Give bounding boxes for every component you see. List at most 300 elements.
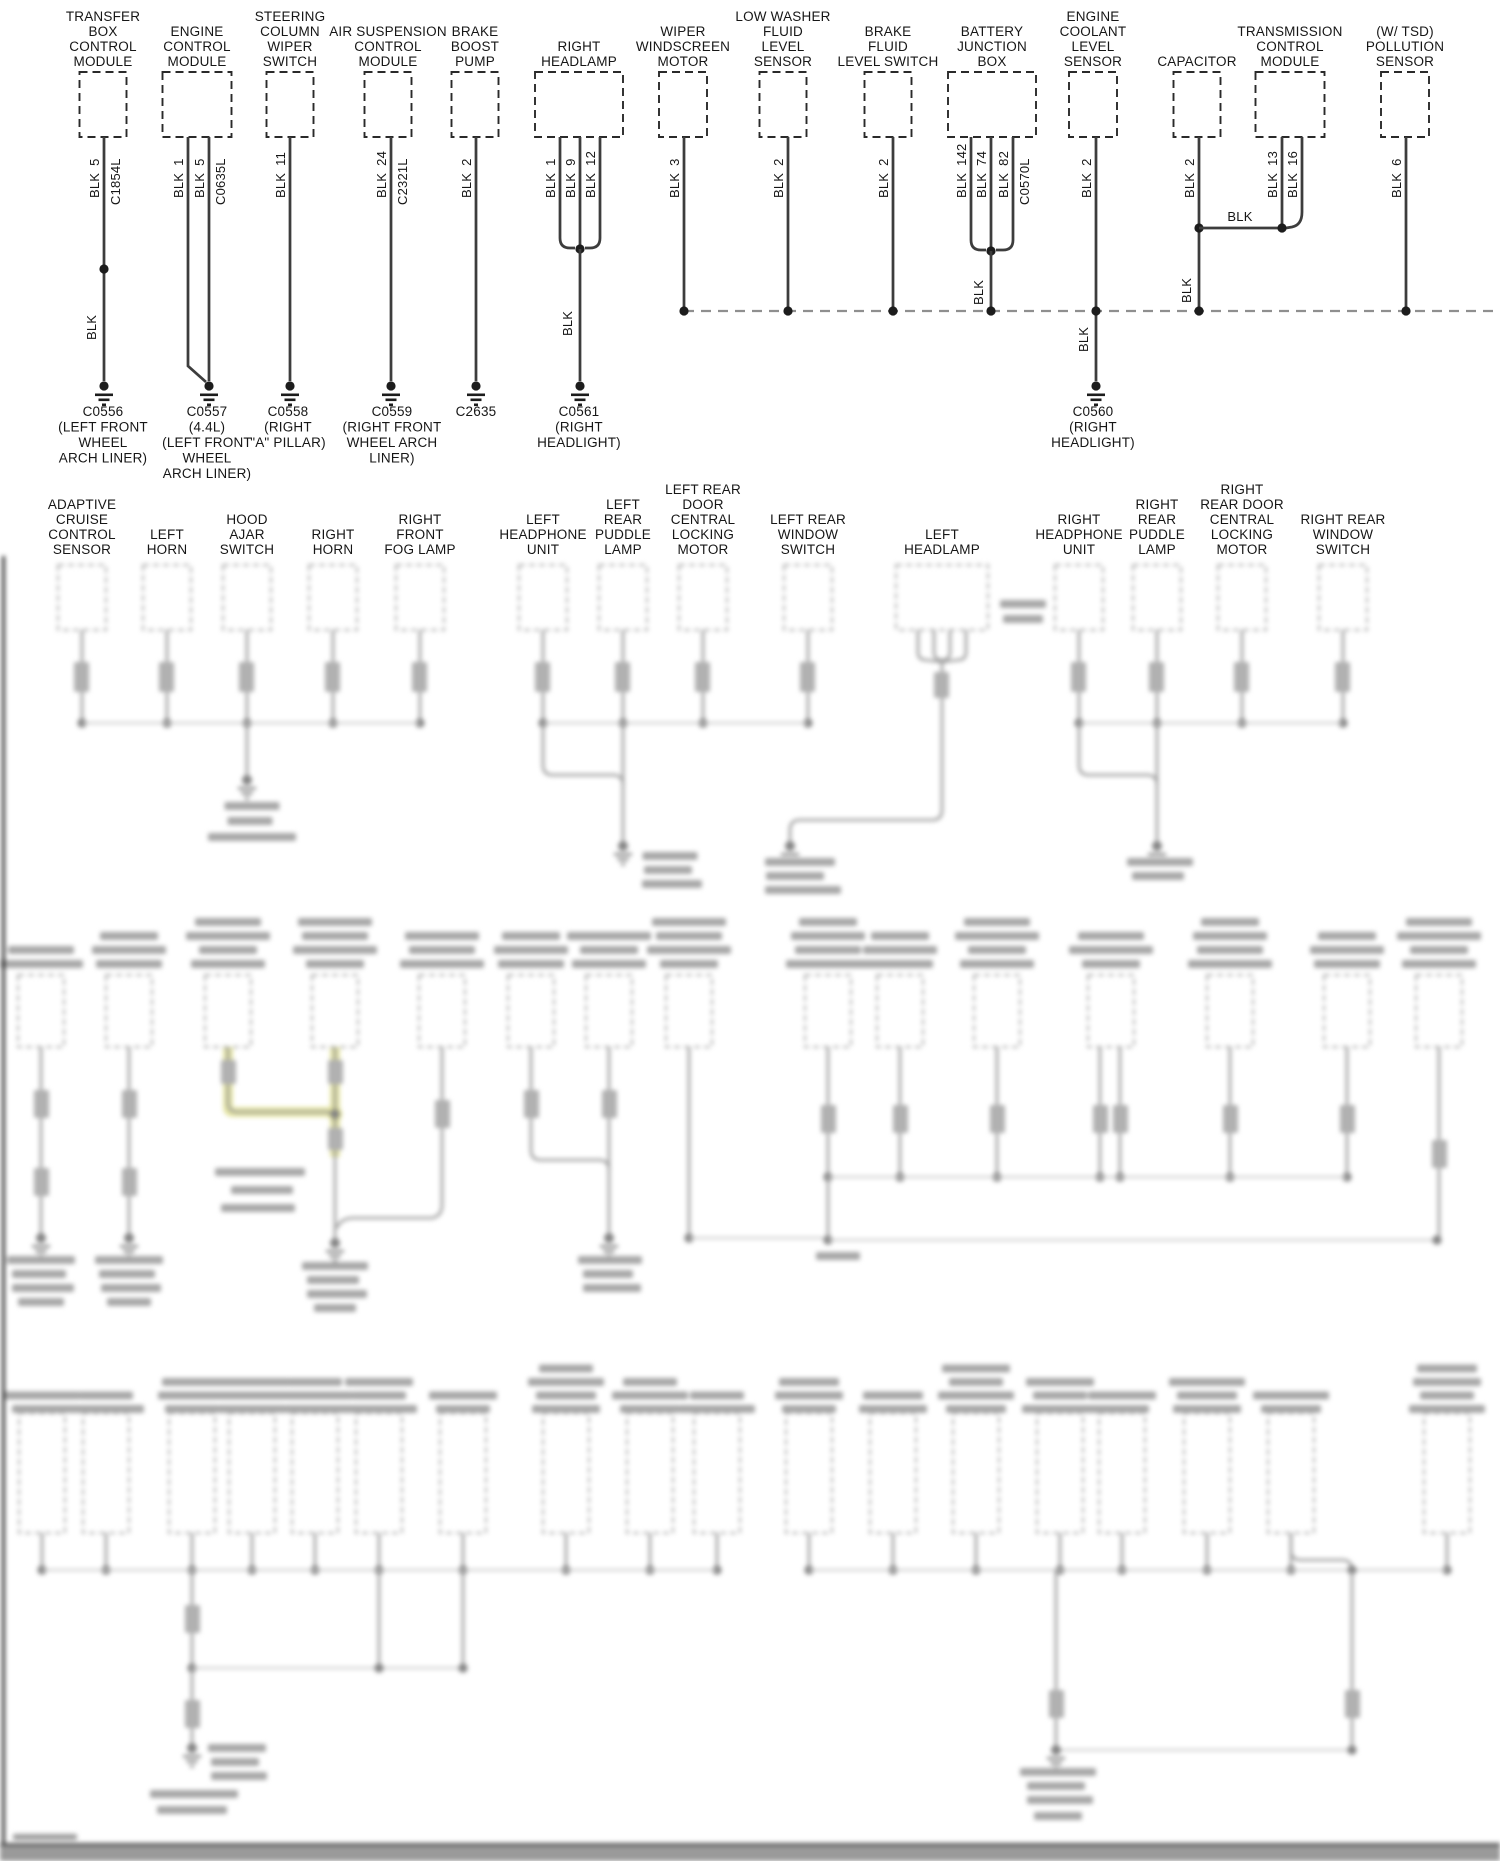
blurred-text-line: [766, 872, 824, 880]
blurred-text-line: [583, 1284, 641, 1292]
wire-color-label: BLK: [971, 279, 986, 305]
wire-color-label: BLK: [84, 314, 99, 340]
blurred-text-line: [100, 932, 158, 940]
blurred-text-line: [288, 1378, 342, 1386]
blurred-box: [19, 1413, 65, 1533]
blurred-box: [223, 565, 271, 630]
ground-symbol: [467, 381, 485, 406]
blurred-wire-label-blob: [602, 1090, 617, 1118]
component-label-line: JUNCTION: [957, 39, 1027, 54]
blurred-wire-label-blob: [435, 1100, 450, 1128]
blurred-wire-label-blob: [1223, 1105, 1238, 1133]
blurred-box: [784, 565, 832, 630]
blurred-text-line: [285, 1405, 345, 1413]
ground-id-label-line: HEADLIGHT): [537, 435, 621, 450]
component-label-line: AJAR: [229, 527, 265, 542]
component-label-line: LEFT: [150, 527, 184, 542]
blurred-text-line: [642, 880, 702, 888]
blurred-text-line: [68, 1405, 144, 1413]
wire-color-label: BLK: [1076, 326, 1091, 352]
blurred-ground-bar: [190, 1765, 194, 1768]
wire-pin-label: BLK1: [543, 158, 558, 198]
component-engine-coolant-level-sensor: [1051, 9, 1135, 450]
blurred-ground-dot: [1152, 841, 1162, 851]
blurred-ground-dot: [618, 841, 628, 851]
blurred-text-line: [1197, 946, 1263, 954]
blurred-text-line: [1033, 1392, 1087, 1400]
component-box: [1069, 72, 1117, 137]
blurred-text-line: [656, 932, 722, 940]
blurred-text-line: [99, 1270, 155, 1278]
blurred-text-line: [12, 1284, 74, 1292]
component-box: [163, 72, 232, 137]
component-label-line: SENSOR: [1063, 54, 1123, 69]
ground-symbol: [95, 381, 113, 406]
blurred-ground-dot: [330, 1238, 340, 1248]
component-label-line: CONTROL: [1256, 39, 1324, 54]
blurred-ground-bar: [621, 863, 625, 866]
ground-dot: [1091, 381, 1100, 390]
blurred-ground-dot: [187, 1743, 197, 1753]
blurred-text-line: [1169, 1378, 1245, 1386]
blurred-wire-label-blob: [185, 1605, 200, 1633]
blurred-wire-label-blob: [1149, 662, 1164, 692]
blurred-box: [419, 975, 465, 1047]
blurred-wire: [543, 723, 623, 785]
component-box: [865, 72, 912, 137]
component-transfer-box-control-module: [58, 9, 148, 466]
blurred-text-line: [165, 1405, 219, 1413]
blurred-box: [440, 1413, 486, 1533]
blurred-text-line: [786, 960, 870, 968]
component-label-line: LEFT: [526, 512, 560, 527]
blurred-wire-label-blob: [535, 662, 550, 692]
blurred-text-line: [8, 946, 74, 954]
blurred-box: [1037, 1413, 1083, 1533]
label-left-headphone-unit: [499, 512, 586, 557]
component-steering-column-wiper-switch: [250, 9, 326, 450]
component-label-line: MOTOR: [657, 54, 709, 69]
label-left-rear-door-central-locking-motor: [665, 482, 741, 557]
blurred-ground-dot: [242, 775, 252, 785]
blurred-text-line: [644, 866, 692, 874]
ground-id-label-line: (4.4L): [188, 419, 226, 435]
blurred-text-line: [1402, 960, 1476, 968]
blurred-box: [679, 565, 727, 630]
blurred-box: [543, 1413, 589, 1533]
blurred-box: [1055, 565, 1103, 630]
blurred-ground-bar: [604, 1250, 615, 1253]
blurred-box: [1268, 1413, 1314, 1533]
ground-bar: [285, 399, 296, 402]
blurred-wire-label-blob: [800, 662, 815, 692]
blurred-wire: [531, 1047, 609, 1170]
blurred-text-line: [1310, 946, 1384, 954]
blurred-box: [1184, 1413, 1230, 1533]
blurred-text-line: [502, 932, 560, 940]
component-label-line: LOW WASHER: [735, 9, 831, 24]
wire-pin-label: BLK142: [954, 143, 969, 198]
component-box: [452, 72, 499, 137]
component-label-line: FLUID: [762, 24, 804, 39]
component-right-headlamp: [535, 39, 623, 450]
blurred-text-line: [1078, 932, 1144, 940]
blurred-text-line: [306, 960, 364, 968]
component-label-line: SENSOR: [753, 54, 813, 69]
component-label-line: FOG LAMP: [384, 542, 456, 557]
wire-connector-label: C2321L: [395, 158, 410, 205]
ground-symbol: [382, 381, 400, 406]
component-label-line: HEADPHONE: [499, 527, 587, 542]
capacitor-tcm-link: [1199, 209, 1287, 233]
wire-pin-label: BLK9: [563, 158, 578, 198]
blurred-text-line: [158, 1392, 226, 1400]
component-label-line: UNIT: [526, 542, 560, 557]
blurred-text-line: [580, 946, 638, 954]
blurred-text-line: [218, 1405, 286, 1413]
blurred-ground-bar: [618, 858, 629, 861]
component-label-line: BRAKE: [864, 24, 912, 39]
ground-dot: [285, 381, 294, 390]
blurred-text-line: [1188, 960, 1272, 968]
blurred-box: [169, 1413, 215, 1533]
component-label-line: LEFT: [925, 527, 959, 542]
label-left-horn: [147, 527, 188, 557]
blurred-diagram-continuation: [0, 556, 1500, 1861]
blurred-box: [1424, 1413, 1470, 1533]
component-label-line: COLUMN: [260, 24, 320, 39]
blurred-text-line: [191, 960, 265, 968]
blurred-box: [1099, 1413, 1145, 1533]
blurred-text-line: [101, 1284, 161, 1292]
blurred-text-line: [647, 946, 731, 954]
blurred-wire: [228, 1047, 330, 1112]
blurred-text-line: [405, 932, 479, 940]
component-label-line: RIGHT: [557, 39, 601, 54]
blurred-text-line: [79, 1392, 133, 1400]
wire-connector-label: C1854L: [108, 158, 123, 205]
blurred-text-line: [221, 1204, 295, 1212]
ground-symbol: [571, 381, 589, 406]
component-label-line: REAR DOOR: [1200, 497, 1284, 512]
ground-bar: [204, 399, 215, 402]
component-label-line: HORN: [146, 542, 188, 557]
ground-id-label-line: (RIGHT: [555, 419, 603, 435]
blurred-box: [205, 975, 251, 1047]
blurred-text-line: [643, 852, 698, 860]
blurred-text-line: [938, 1392, 1014, 1400]
label-right-headphone-unit: [1035, 512, 1122, 557]
ground-bar: [575, 399, 586, 402]
component-label-line: WIPER: [660, 24, 706, 39]
component-wiper-windscreen-motor: [636, 24, 730, 316]
page-bottom-band: [0, 1846, 1500, 1861]
blurred-text-line: [1003, 615, 1043, 623]
ground-dot: [575, 381, 584, 390]
component-label-line: LAMP: [1138, 542, 1176, 557]
blurred-text-line: [1027, 1782, 1085, 1790]
blurred-box: [627, 1413, 673, 1533]
blurred-ground-dot: [36, 1233, 46, 1243]
component-label-line: FLUID: [867, 39, 909, 54]
blurred-ground-bar: [330, 1255, 341, 1258]
junction-dot: [888, 306, 897, 315]
blurred-wire-label-blob: [990, 1105, 1005, 1133]
blurred-text-line: [660, 960, 718, 968]
wire-pin-label: BLK1: [171, 158, 186, 198]
component-label-line: LEVEL: [1071, 39, 1115, 54]
component-label-line: LEVEL: [761, 39, 805, 54]
component-brake-boost-pump: [451, 24, 499, 419]
blurred-ground-dot: [604, 1233, 614, 1243]
component-label-line: REAR: [603, 512, 643, 527]
blurred-box: [1218, 565, 1266, 630]
wire-pin-label: BLK2: [876, 158, 891, 198]
blurred-ground-bar: [614, 853, 632, 856]
component-battery-junction-box: [948, 24, 1036, 316]
blurred-text-line: [528, 1378, 604, 1386]
blurred-box: [1324, 975, 1370, 1047]
blurred-box: [1207, 975, 1253, 1047]
blurred-box: [83, 1413, 129, 1533]
component-box: [948, 72, 1036, 137]
component-label-line: LEFT: [606, 497, 640, 512]
blurred-text-line: [1314, 960, 1380, 968]
blurred-text-line: [0, 960, 83, 968]
ground-distribution-diagram-top: [0, 0, 1500, 560]
wire-color-label: BLK: [560, 310, 575, 336]
blurred-text-line: [1020, 1768, 1096, 1776]
blurred-wire: [1291, 1533, 1352, 1570]
blurred-text-line: [1406, 918, 1472, 926]
blurred-wire-label-blob: [74, 662, 89, 692]
label-right-front-fog-lamp: [384, 512, 455, 557]
blurred-wire-label-blob: [821, 1105, 836, 1133]
component-label-line: WINDOW: [1312, 527, 1374, 542]
blurred-ground-bar: [600, 1245, 618, 1248]
blurred-text-line: [816, 1252, 860, 1260]
label-adaptive-cruise-control-sensor: [48, 497, 116, 557]
ground-id-label-line: ARCH LINER): [162, 466, 252, 481]
component-label-line: CONTROL: [69, 39, 137, 54]
blurred-ground-bar: [36, 1250, 47, 1253]
blurred-text-line: [307, 1290, 367, 1298]
component-box: [1256, 72, 1325, 137]
blurred-text-line: [162, 1378, 222, 1386]
ground-id-label-line: (RIGHT FRONT: [342, 419, 442, 435]
blurred-box: [877, 975, 923, 1047]
ground-id-label-line: C0559: [371, 404, 413, 419]
blurred-text-line: [949, 1378, 1003, 1386]
ground-bar: [382, 394, 400, 397]
component-label-line: RIGHT: [1057, 512, 1101, 527]
blurred-text-line: [1034, 1812, 1082, 1820]
ground-bar: [200, 394, 218, 397]
ground-symbol: [281, 381, 299, 406]
blurred-wire-label-blob: [1113, 1105, 1128, 1133]
ground-bar: [386, 399, 397, 402]
blurred-box: [292, 1413, 338, 1533]
blurred-text-line: [583, 1270, 633, 1278]
wire-pin-label: BLK5: [192, 158, 207, 198]
junction-dot: [1401, 306, 1410, 315]
blurred-wire-label-blob: [185, 1700, 200, 1728]
blurred-ground-bar: [124, 1250, 135, 1253]
blurred-text-line: [782, 1405, 836, 1413]
wire-pin-label: BLK2: [459, 158, 474, 198]
component-label-line: AIR SUSPENSION: [329, 24, 447, 39]
blurred-text-line: [964, 918, 1030, 926]
blurred-box: [309, 565, 357, 630]
blurred-ground-dot: [785, 841, 795, 851]
component-label-line: WIPER: [267, 39, 313, 54]
component-label-line: STEERING: [254, 9, 326, 24]
blurred-text-line: [307, 1276, 359, 1284]
wire-pin-label: BLK13: [1265, 150, 1280, 198]
blurred-text-line: [95, 1256, 163, 1264]
blurred-wire-label-blob: [239, 662, 254, 692]
component-brake-fluid-level-switch: [838, 24, 939, 316]
wire-pin-label: BLK16: [1285, 150, 1300, 198]
ground-bar: [467, 394, 485, 397]
blurred-box: [396, 565, 444, 630]
blurred-box: [58, 565, 106, 630]
wire-pin-label: BLK74: [974, 150, 989, 198]
blurred-text-line: [679, 1405, 755, 1413]
blurred-box: [599, 565, 647, 630]
blurred-text-line: [1095, 1405, 1149, 1413]
component-label-line: PUMP: [455, 54, 495, 69]
blurred-text-line: [214, 1378, 290, 1386]
component-label-line: LEVEL SWITCH: [837, 54, 939, 69]
blurred-text-line: [1413, 1378, 1481, 1386]
ground-id-label-line: "A" PILLAR): [250, 435, 326, 450]
component-label-line: CONTROL: [48, 527, 116, 542]
blurred-text-line: [536, 1392, 596, 1400]
blurred-text-line: [409, 946, 475, 954]
blurred-text-line: [211, 1758, 259, 1766]
component-label-line: FRONT: [396, 527, 444, 542]
blurred-wire-label-blob: [122, 1168, 137, 1196]
component-low-washer-fluid-level-sensor: [735, 9, 830, 316]
blurred-text-line: [867, 960, 933, 968]
blurred-text-line: [215, 1168, 305, 1176]
blurred-text-line: [620, 1405, 680, 1413]
component-label-line: RIGHT: [311, 527, 355, 542]
blurred-text-line: [400, 960, 484, 968]
blurred-text-line: [1177, 1392, 1237, 1400]
page-bottom-edge: [0, 1843, 1500, 1846]
label-hood-ajar-switch: [220, 512, 274, 557]
blurred-text-line: [960, 960, 1034, 968]
blurred-text-line: [1088, 1392, 1156, 1400]
ground-id-label-line: C0560: [1072, 404, 1114, 419]
wire-pin-label: BLK2: [1182, 158, 1197, 198]
blurred-text-line: [871, 932, 929, 940]
blurred-ground-bar: [238, 787, 256, 790]
blurred-text-line: [494, 946, 568, 954]
blurred-ground-bar: [1047, 1757, 1065, 1760]
blurred-wire-label-blob: [524, 1090, 539, 1118]
junction-dot: [1091, 306, 1100, 315]
blurred-text-line: [96, 960, 162, 968]
ground-id-label-line: C0558: [267, 404, 309, 419]
blurred-text-line: [1000, 600, 1046, 608]
blurred-box: [18, 975, 64, 1047]
blurred-text-line: [968, 946, 1026, 954]
blurred-text-line: [1397, 932, 1481, 940]
blurred-wire-label-blob: [221, 1060, 236, 1084]
blurred-ground-bar: [326, 1250, 344, 1253]
blurred-wire-label-blob: [328, 1128, 343, 1150]
blurred-ground-bar: [1051, 1762, 1062, 1765]
blurred-text-line: [302, 1262, 368, 1270]
component-label-line: RIGHT REAR: [1300, 512, 1386, 527]
blurred-wire-label-blob: [1335, 662, 1350, 692]
component-label-line: RIGHT: [1135, 497, 1179, 512]
blurred-wire-label-blob: [1340, 1105, 1355, 1133]
blurred-text-line: [765, 858, 835, 866]
component-air-suspension-control-module: [329, 24, 447, 466]
blurred-junction-dot: [1347, 1745, 1356, 1754]
component-label-line: SENSOR: [52, 542, 112, 557]
component-label-line: ADAPTIVE: [47, 497, 117, 512]
component-label-line: BOOST: [450, 39, 500, 54]
blurred-junction-dot: [458, 1663, 467, 1672]
component-box: [1174, 72, 1221, 137]
blurred-box: [356, 1413, 402, 1533]
blurred-text-line: [12, 1270, 66, 1278]
component-label-line: ENGINE: [170, 24, 224, 39]
blurred-text-line: [1253, 1392, 1329, 1400]
blurred-box: [106, 975, 152, 1047]
blurred-wire-label-blob: [1093, 1105, 1108, 1133]
blurred-box: [870, 1413, 916, 1533]
blurred-junction-dot: [330, 1109, 339, 1118]
blurred-text-line: [298, 918, 372, 926]
component-label-line: LOCKING: [671, 527, 735, 542]
blurred-text-line: [1261, 1405, 1321, 1413]
ground-bar: [571, 394, 589, 397]
component-label-line: PUDDLE: [595, 527, 651, 542]
wire-pin-label: BLK5: [87, 158, 102, 198]
blurred-text-line: [1082, 960, 1140, 968]
blurred-ground-dot: [1051, 1745, 1061, 1755]
blurred-text-line: [341, 1405, 417, 1413]
component-label-line: POLLUTION: [1365, 39, 1445, 54]
blurred-text-line: [211, 1772, 267, 1780]
blurred-ground-dot: [124, 1233, 134, 1243]
component-label-line: CAPACITOR: [1157, 54, 1237, 69]
ground-bar: [1087, 394, 1105, 397]
blurred-wire-label-blob: [1071, 662, 1086, 692]
blurred-box: [508, 975, 554, 1047]
blurred-box: [586, 975, 632, 1047]
blurred-wire-label-blob: [1432, 1140, 1447, 1168]
blurred-wire-label-blob: [934, 672, 949, 698]
blurred-text-line: [612, 1392, 688, 1400]
ground-dot: [471, 381, 480, 390]
blurred-box: [666, 975, 712, 1047]
blurred-wire-label-blob: [34, 1168, 49, 1196]
blurred-wire-label-blob: [1049, 1690, 1064, 1718]
ground-id-label-line: (RIGHT: [264, 419, 312, 435]
component-label-line: COOLANT: [1059, 24, 1127, 39]
blurred-wire: [918, 630, 942, 662]
blurred-text-line: [652, 918, 726, 926]
ground-bar: [281, 394, 299, 397]
component-label-line: DOOR: [682, 497, 724, 512]
